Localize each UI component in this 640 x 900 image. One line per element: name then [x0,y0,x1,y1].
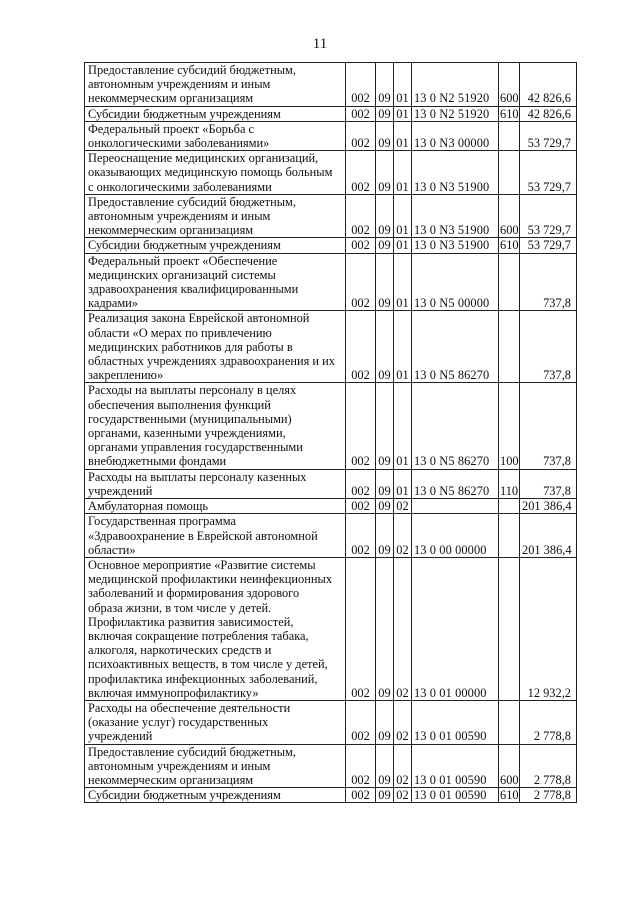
budget-code-cell: 002 [346,238,376,253]
item-name-cell: Субсидии бюджетным учреждениям [85,238,346,253]
subsection-cell: 01 [394,121,412,150]
budget-code-cell: 002 [346,151,376,195]
section-cell: 09 [376,253,394,311]
table-row [85,106,577,121]
subsection-cell: 02 [394,557,412,700]
expense-type-cell [499,700,520,744]
item-name-cell: Субсидии бюджетным учреждениям [85,106,346,121]
target-article-cell: 13 0 00 00000 [412,514,499,558]
target-article-cell: 13 0 N3 51900 [412,151,499,195]
item-name-cell: Государственная программа «Здравоохранение в Еврейской автономной области» [85,514,346,558]
subsection-cell: 01 [394,253,412,311]
target-article-cell: 13 0 N5 86270 [412,311,499,383]
table-row [85,744,577,788]
budget-table [84,62,577,803]
expense-type-cell: 610 [500,106,519,121]
table-row [85,238,577,253]
item-name-cell: Федеральный проект «Борьба с онкологическими заболеваниями» [85,121,346,150]
target-article-cell: 13 0 01 00000 [412,557,499,700]
section-cell: 09 [376,194,394,238]
target-article-cell: 13 0 N3 51900 [412,194,499,238]
table-row [85,121,577,150]
subsection-cell: 02 [394,744,412,788]
page-number: 11 [312,36,328,52]
table-row [85,151,577,195]
target-article-cell: 13 0 01 00590 [412,744,499,788]
item-name-cell: Расходы на выплаты персоналу казенных учреждений [85,469,346,498]
subsection-cell: 02 [394,788,412,803]
item-name-cell: Переоснащение медицинских организаций, оказывающих медицинскую помощь больным с онкологическими заболеваниями [85,151,346,195]
subsection-cell: 02 [394,499,412,514]
budget-code-cell: 002 [346,383,376,469]
budget-code-cell: 002 [346,557,376,700]
target-article-cell: 13 0 N3 00000 [412,121,499,150]
section-cell: 09 [376,63,394,107]
amount-cell: 53 729,7 [520,121,577,150]
expense-type-cell: 600 [499,194,520,238]
expense-type-cell [499,151,520,195]
budget-code-cell: 002 [346,788,376,803]
section-cell: 09 [376,106,394,121]
table-row [85,557,577,700]
subsection-cell: 01 [394,311,412,383]
budget-code-cell: 002 [346,700,376,744]
subsection-cell: 01 [394,63,412,107]
section-cell: 09 [376,744,394,788]
table-row [85,253,577,311]
subsection-cell: 02 [394,514,412,558]
expense-type-cell [499,253,520,311]
budget-code-cell: 002 [346,253,376,311]
expense-type-cell: 600 [499,63,520,107]
item-name-cell: Предоставление субсидий бюджетным, автономным учреждениям и иным некоммерческим организациям [85,194,346,238]
amount-cell: 42 826,6 [520,106,577,121]
item-name-cell: Расходы на обеспечение деятельности (оказание услуг) государственных учреждений [85,700,346,744]
section-cell: 09 [376,788,394,803]
expense-type-cell: 610 [500,788,519,803]
section-cell: 09 [376,311,394,383]
subsection-cell: 01 [394,106,412,121]
amount-cell: 42 826,6 [520,63,577,107]
amount-cell: 53 729,7 [520,238,577,253]
target-article-cell: 13 0 N2 51920 [412,63,499,107]
target-article-cell: 13 0 N5 86270 [412,469,499,498]
item-name-cell: Федеральный проект «Обеспечение медицинских организаций системы здравоохранения квалифицированными кадрами» [85,253,346,311]
section-cell: 09 [376,557,394,700]
table-row [85,311,577,383]
item-name-cell: Субсидии бюджетным учреждениям [85,788,346,803]
target-article-cell: 13 0 01 00590 [412,788,499,803]
amount-cell: 737,8 [520,253,577,311]
table-row [85,63,577,107]
item-name-cell: Предоставление субсидий бюджетным, автономным учреждениям и иным некоммерческим организациям [85,744,346,788]
target-article-cell: 13 0 N2 51920 [412,106,499,121]
budget-code-cell: 002 [346,514,376,558]
table-row [85,469,577,498]
subsection-cell: 01 [394,238,412,253]
budget-code-cell: 002 [346,744,376,788]
expense-type-cell [499,121,520,150]
amount-cell: 53 729,7 [520,194,577,238]
expense-type-cell: 610 [500,238,519,253]
section-cell: 09 [376,238,394,253]
section-cell: 09 [376,700,394,744]
expense-type-cell [499,311,520,383]
table-row [85,788,577,803]
budget-code-cell: 002 [346,194,376,238]
table-row [85,194,577,238]
subsection-cell: 02 [394,700,412,744]
subsection-cell: 01 [394,469,412,498]
budget-code-cell: 002 [346,499,376,514]
expense-type-cell: 100 [499,383,520,469]
budget-code-cell: 002 [346,63,376,107]
expense-type-cell: 110 [499,469,520,498]
budget-code-cell: 002 [346,469,376,498]
table-row [85,499,577,514]
section-cell: 09 [376,499,394,514]
budget-code-cell: 002 [346,106,376,121]
amount-cell: 2 778,8 [520,788,577,803]
item-name-cell: Расходы на выплаты персоналу в целях обеспечения выполнения функций государственными (муниципальными) органами, казенными учреждениями, органами управления государственными внебюджетными фондами [85,383,346,469]
subsection-cell: 01 [394,151,412,195]
target-article-cell: 13 0 N3 51900 [412,238,499,253]
expense-type-cell [499,499,520,514]
amount-cell: 2 778,8 [520,744,577,788]
subsection-cell: 01 [394,194,412,238]
expense-type-cell [499,557,520,700]
target-article-cell: 13 0 01 00590 [412,700,499,744]
item-name-cell: Амбулаторная помощь [85,499,346,514]
section-cell: 09 [376,151,394,195]
section-cell: 09 [376,514,394,558]
expense-type-cell [499,514,520,558]
item-name-cell: Реализация закона Еврейской автономной области «О мерах по привлечению медицинских работников для работы в областных учреждениях здравоохранения и их закреплению» [85,311,346,383]
budget-code-cell: 002 [346,121,376,150]
section-cell: 09 [376,469,394,498]
item-name-cell: Предоставление субсидий бюджетным, автономным учреждениям и иным некоммерческим организациям [85,63,346,107]
amount-cell: 2 778,8 [520,700,577,744]
target-article-cell: 13 0 N5 00000 [412,253,499,311]
target-article-cell [412,499,499,514]
table-row [85,383,577,469]
budget-code-cell: 002 [346,311,376,383]
amount-cell: 737,8 [520,469,577,498]
table-row [85,700,577,744]
table-row [85,514,577,558]
amount-cell: 737,8 [520,311,577,383]
target-article-cell: 13 0 N5 86270 [412,383,499,469]
amount-cell: 201 386,4 [520,499,577,514]
section-cell: 09 [376,383,394,469]
amount-cell: 201 386,4 [520,514,577,558]
subsection-cell: 01 [394,383,412,469]
section-cell: 09 [376,121,394,150]
amount-cell: 737,8 [520,383,577,469]
item-name-cell: Основное мероприятие «Развитие системы медицинской профилактики неинфекционных заболеваний и формирования здорового образа жизни, в том числе у детей. Профилактика развития зависимостей, включая сокращение потребления табака, алкоголя, наркотических средств и психоактивных веществ, в том числе у детей, профилактика инфекционных заболеваний, включая иммунопрофилактику» [85,557,346,700]
expense-type-cell: 600 [499,744,520,788]
amount-cell: 53 729,7 [520,151,577,195]
amount-cell: 12 932,2 [520,557,577,700]
budget-table-body [85,63,577,803]
